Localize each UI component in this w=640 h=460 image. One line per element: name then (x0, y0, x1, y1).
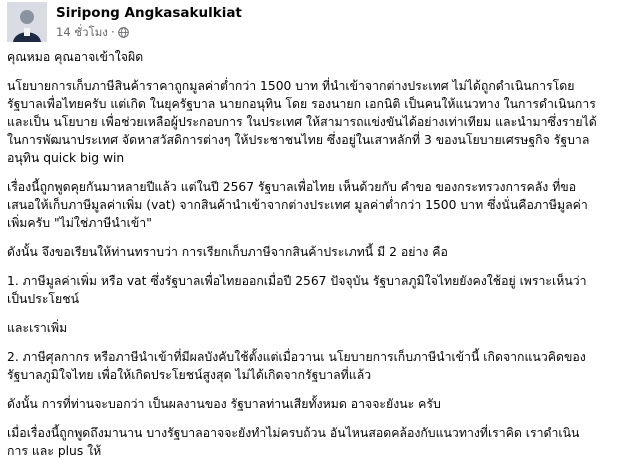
author-avatar[interactable] (7, 2, 47, 42)
text-line: รัฐบาลภูมิใจไทย เพื่อให้เกิดประโยชน์สูงสุด ไม่ได้เกิดจากรัฐบาลที่แล้ว (7, 368, 372, 382)
globe-icon (118, 27, 129, 38)
paragraph (7, 424, 626, 460)
post-body (7, 48, 626, 460)
post-subline (56, 24, 242, 40)
text-line: 2. ภาษีศุลกากร หรือภาษีนำเข้าที่มีผลบังคับใช้ตั้งแต่เมื่อวานเ นโยบายการเก็บภาษีนำเข้านี้ เกิดจากแนวคิดของ (7, 350, 586, 364)
text-line: นโยบายการเก็บภาษีสินค้าราคาถูกมูลค่าต่ำกว่า 1500 บาท ที่นำเข้าจากต่างประเทศ ไม่ได้ถูกดำเนินการโดย (7, 79, 575, 93)
paragraph (7, 395, 626, 413)
separator-dot: · (110, 25, 115, 39)
author-name[interactable]: Siripong Angkasakulkiat (56, 5, 242, 21)
text-line: เมื่อเรื่องนี้ถูกพูดถึงมานาน บางรัฐบาลอาจจะยังทำไม่ครบถ้วน อันไหนสอดคล้องกับแนวทางที่เราคิด เราดำเนิน (7, 426, 580, 440)
text-line: เป็นประโยชน์ (7, 292, 79, 306)
avatar-portrait-icon (7, 2, 47, 42)
paragraph (7, 77, 626, 167)
text-line: รัฐบาลเพื่อไทยครับ แต่เกิด ในยุครัฐบาล นายกอนุทิน โดย รองนายก เอกนิติ เป็นคนให้แนวทาง ในการดำเนินการ (7, 97, 596, 111)
text-line: อนุทิน quick big win (7, 151, 125, 165)
paragraph (7, 243, 626, 261)
post-header (7, 0, 626, 48)
text-line: และเราเพิ่ม (7, 321, 68, 335)
text-line: 1. ภาษีมูลค่าเพิ่ม หรือ vat ซึ่งรัฐบาลเพื่อไทยออกเมื่อปี 2567 ปัจจุบัน รัฐบาลภูมิใจไทยยังคงใช้อยู่ เพราะเห็นว่า (7, 274, 587, 288)
paragraph (7, 348, 626, 384)
text-line: และเป็น นโยบาย เพื่อช่วยเหลือผู้ประกอบการ ในประเทศ ให้สามารถแข่งขันได้อย่างเท่าเทียม และนำมาซึ่งรายได้ (7, 115, 597, 129)
text-line: เพิ่มครับ "ไม่ใช่ภาษีนำเข้า" (7, 216, 152, 230)
paragraph (7, 48, 626, 66)
text-line: ดังนั้น การที่ท่านจะบอกว่า เป็นผลงานของ รัฐบาลท่านเสียทั้งหมด อาจจะยังนะ ครับ (7, 397, 441, 411)
text-line: ในการพัฒนาประเทศ จัดหาสวัสดิการต่างๆ ให้ประชาชนไทย ซึ่งอยู่ในเสาหลักที่ 3 ของนโยบายเศรษฐกิจ รัฐบาล (7, 133, 590, 147)
paragraph (7, 272, 626, 308)
text-line: คุณหมอ คุณอาจเข้าใจผิด (7, 50, 144, 64)
paragraph (7, 178, 626, 232)
text-line: เรื่องนี้ถูกพูดคุยกันมาหลายปีแล้ว แต่ในปี 2567 รัฐบาลเพื่อไทย เห็นด้วยกับ คำขอ ของกระทรวงการคลัง ที่ขอ (7, 180, 577, 194)
post-timestamp[interactable]: 14 ชั่วโมง (56, 25, 108, 39)
text-line: เสนอให้เก็บภาษีมูลค่าเพิ่ม (vat) จากสินค้านำเข้าจากต่างประเทศ มูลค่าต่ำกว่า 1500 บาท ซึ่งนั่นคือภาษีมูลค่า (7, 198, 588, 212)
paragraph (7, 319, 626, 337)
text-line: ดังนั้น จึงขอเรียนให้ท่านทราบว่า การเรียกเก็บภาษีจากสินค้าประเภทนี้ มี 2 อย่าง คือ (7, 245, 448, 259)
post-meta (56, 2, 242, 40)
text-line: การ และ plus ให้ (7, 444, 102, 458)
